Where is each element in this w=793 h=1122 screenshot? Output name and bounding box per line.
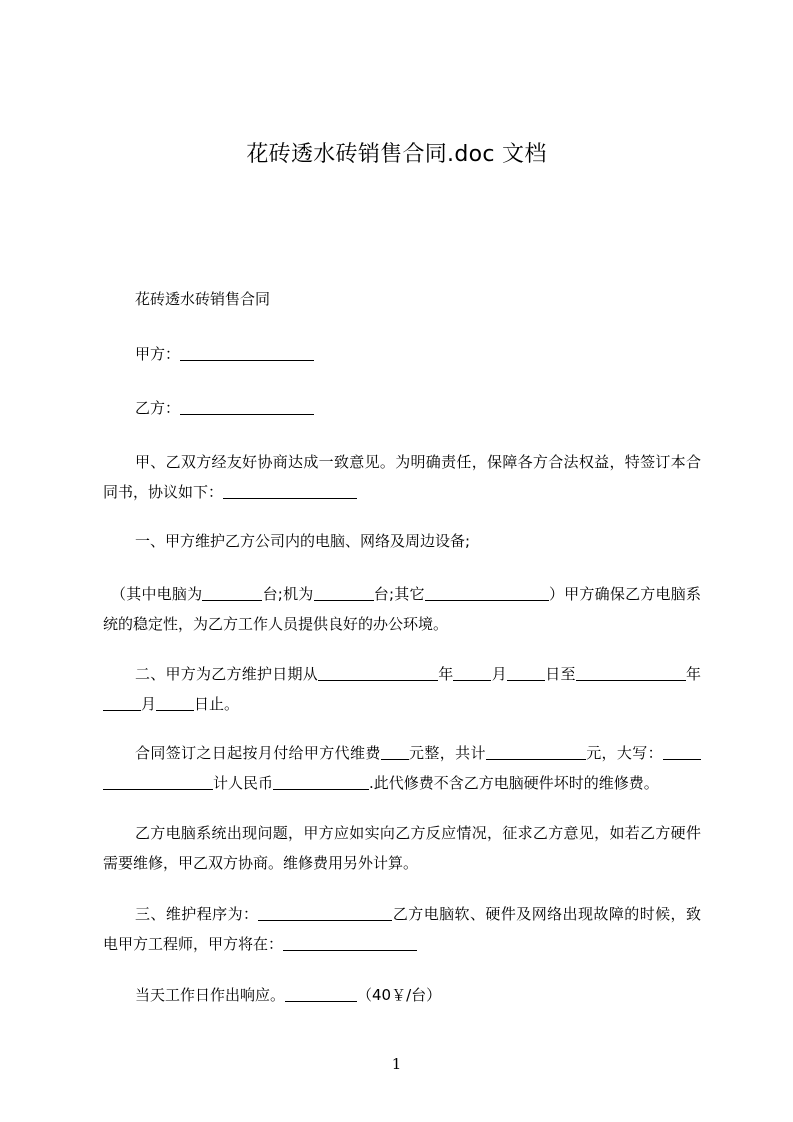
response-time-blank: [283, 932, 417, 951]
monthly-fee-blank: [381, 741, 409, 760]
clause-2-year-label: 年: [437, 665, 454, 683]
intro-text: 甲、乙双方经友好协商达成一致意见。为明确责任，保障各方合法权益，特签订本合同书，协议如下：: [103, 453, 701, 501]
clause-2-text-a: 二、甲方为乙方维护日期从: [135, 665, 318, 683]
end-month-blank: [103, 692, 141, 711]
intro-blank: [223, 480, 357, 499]
end-year-blank-part2: [670, 662, 686, 681]
fee-text-b: 元整，共计: [408, 744, 486, 762]
computer-count-blank: [202, 582, 262, 601]
document-title: 花砖透水砖销售合同.doc 文档: [246, 142, 547, 167]
start-month-blank: [453, 662, 491, 681]
clause-1-paragraph: [103, 579, 701, 639]
clause-1-text-b: 台;机为: [262, 585, 314, 603]
clause-3-text-a: 三、维护程序为：: [135, 905, 259, 923]
fee-paragraph: [103, 738, 701, 798]
clause-2-end-label: 日止。: [194, 695, 240, 713]
total-fee-blank: [486, 741, 586, 760]
uppercase-amount-blank-part2: [103, 771, 213, 790]
other-count-blank: [425, 582, 549, 601]
end-year-blank-part1: [576, 662, 670, 681]
response-price: （40￥/台）: [357, 986, 442, 1004]
clause-2-end-year-label: 年: [685, 665, 701, 683]
rmb-amount-blank: [273, 771, 369, 790]
contract-subtitle: 花砖透水砖销售合同: [135, 290, 271, 308]
clause-2-day-to-label: 日至: [544, 665, 576, 683]
repair-paragraph: 乙方电脑系统出现问题，甲方应如实向乙方反应情况，征求乙方意见，如若乙方硬件需要维修，甲乙双方协商。维修费用另外计算。: [103, 824, 701, 872]
response-blank: [285, 983, 357, 1002]
response-line: [103, 980, 701, 1010]
fee-text-a: 合同签订之日起按月付给甲方代维费: [135, 744, 381, 762]
party-a-blank: [180, 342, 314, 361]
party-a-label: 甲方：: [135, 345, 181, 363]
party-b-blank: [180, 396, 314, 415]
fee-text-c: 元，大写：: [585, 744, 663, 762]
uppercase-amount-blank-part1: [663, 741, 701, 760]
page-number: 1: [391, 1055, 402, 1073]
end-day-blank: [156, 692, 194, 711]
clause-3-text-b: 乙方电脑软、硬件及网络出现故障的时候，致电甲方工程师，甲方将在：: [103, 905, 701, 953]
clause-2-paragraph: [103, 659, 701, 719]
clause-1-text-a: （其中电脑为: [111, 585, 203, 603]
response-text: 当天工作日作出响应。: [135, 986, 286, 1004]
party-a-line: [103, 339, 701, 369]
party-b-line: [103, 393, 701, 423]
procedure-blank: [258, 902, 392, 921]
clause-2-month-label: 月: [491, 665, 507, 683]
party-b-label: 乙方：: [135, 399, 181, 417]
clause-1-heading: 一、甲方维护乙方公司内的电脑、网络及周边设备;: [135, 532, 471, 550]
intro-paragraph: [103, 447, 701, 507]
fee-text-e: .此代修费不含乙方电脑硬件坏时的维修费。: [369, 774, 659, 792]
clause-1-text-c: 台;其它: [373, 585, 425, 603]
start-year-blank: [318, 662, 438, 681]
machine-count-blank: [314, 582, 374, 601]
clause-2-end-month-label: 月: [141, 695, 157, 713]
fee-text-d: 计人民币: [213, 774, 274, 792]
clause-3-paragraph: [103, 899, 701, 959]
clause-1-text-d: ）甲方确保乙方电脑系统的稳定性，为乙方工作人员提供良好的办公环境。: [103, 585, 701, 633]
start-day-blank: [507, 662, 545, 681]
